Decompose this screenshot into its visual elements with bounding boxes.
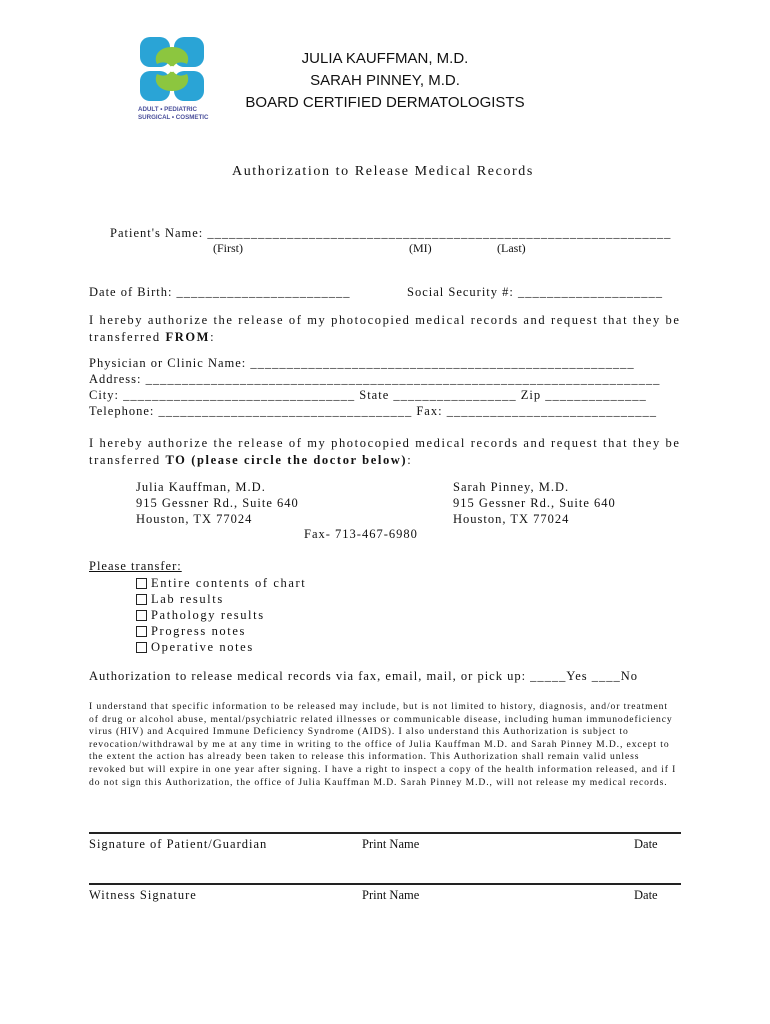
transfer-option-progress[interactable]: Progress notes <box>136 623 306 639</box>
checkbox[interactable] <box>136 578 147 589</box>
to-intro-line2: transferred TO (please circle the doctor below): <box>89 453 413 467</box>
checkbox[interactable] <box>136 610 147 621</box>
doctor2-city: Houston, TX 77024 <box>453 512 570 526</box>
first-name-caption: (First) <box>213 241 243 255</box>
city-state-zip-field[interactable]: City: ________________________________ State _________________ Zip ______________ <box>89 388 647 402</box>
mi-caption: (MI) <box>409 241 432 255</box>
office-fax: Fax- 713-467-6980 <box>304 527 418 541</box>
signature-line-1[interactable] <box>89 832 681 834</box>
transfer-option-lab[interactable]: Lab results <box>136 591 306 607</box>
transfer-options <box>136 575 306 655</box>
to-bold: TO (please circle the doctor below) <box>165 453 408 467</box>
date-label-1: Date <box>634 837 658 851</box>
logo-tagline-1: ADULT • PEDIATRIC <box>138 106 197 113</box>
checkbox[interactable] <box>136 626 147 637</box>
from-intro: I hereby authorize the release of my photocopied medical records and request that they be <box>89 313 681 327</box>
address-field[interactable]: Address: _______________________________________________________________________ <box>89 372 661 386</box>
doctor1-address: 915 Gessner Rd., Suite 640 <box>136 496 299 510</box>
practice-logo <box>128 34 218 126</box>
from-bold: FROM <box>165 330 211 344</box>
from-intro-line2: transferred FROM: <box>89 330 216 344</box>
transfer-option-chart[interactable]: Entire contents of chart <box>136 575 306 591</box>
transfer-option-operative[interactable]: Operative notes <box>136 639 306 655</box>
dob-field[interactable]: Date of Birth: ________________________ <box>89 285 351 299</box>
page-title: Authorization to Release Medical Records <box>232 164 534 179</box>
doctor2-address: 915 Gessner Rd., Suite 640 <box>453 496 616 510</box>
doctor2-name: Sarah Pinney, M.D. <box>453 480 570 494</box>
ssn-field[interactable]: Social Security #: ____________________ <box>407 285 663 299</box>
print-name-label-1: Print Name <box>362 837 420 851</box>
doctor-option-kauffman[interactable] <box>136 479 299 527</box>
header-board-certified: BOARD CERTIFIED DERMATOLOGISTS <box>245 94 525 111</box>
witness-signature-label: Witness Signature <box>89 888 197 902</box>
logo-tagline-2: SURGICAL • COSMETIC <box>138 114 209 121</box>
clover-logo-icon <box>137 34 207 104</box>
date-label-2: Date <box>634 888 658 902</box>
checkbox[interactable] <box>136 594 147 605</box>
patient-name-field[interactable]: Patient's Name: ________________________________________________________________ <box>110 226 672 240</box>
consent-paragraph: I understand that specific information to be released may include, but is not limited to history, diagnosis, and/or treatment of drug or alcohol abuse, mental/psychiatric related illnesses or communicable disease, including human immunodeficiency virus (HIV) and Acquired Immune Deficiency Syndrome (AIDS). I also understand this Authorization is subject to revocation/withdrawal by me at any time in writing to the office of Julia Kauffman M.D. and Sarah Pinney M.D., except to the extent the action has already been taken to release this information. This Authorization shall remain valid unless revoked but will expire in one year after signing. I have a right to inspect a copy of the health information released, and if I do not sign this Authorization, the office of Julia Kauffman M.D. Sarah Pinney M.D., will not release my medical records. <box>89 701 677 788</box>
checkbox[interactable] <box>136 642 147 653</box>
doctor1-name: Julia Kauffman, M.D. <box>136 480 266 494</box>
to-intro: I hereby authorize the release of my photocopied medical records and request that they be <box>89 436 681 450</box>
doctor1-city: Houston, TX 77024 <box>136 512 253 526</box>
last-name-caption: (Last) <box>497 241 526 255</box>
transfer-option-pathology[interactable]: Pathology results <box>136 607 306 623</box>
print-name-label-2: Print Name <box>362 888 420 902</box>
doctor-option-pinney[interactable] <box>453 479 616 527</box>
release-method-question[interactable]: Authorization to release medical records via fax, email, mail, or pick up: _____Yes ____No <box>89 669 639 683</box>
patient-signature-label: Signature of Patient/Guardian <box>89 837 268 851</box>
signature-line-2[interactable] <box>89 883 681 885</box>
header-doctor-1: JULIA KAUFFMAN, M.D. <box>301 50 469 67</box>
header-doctor-2: SARAH PINNEY, M.D. <box>310 72 460 89</box>
telephone-fax-field[interactable]: Telephone: ___________________________________ Fax: _____________________________ <box>89 404 657 418</box>
physician-field[interactable]: Physician or Clinic Name: _____________________________________________________ <box>89 356 635 370</box>
please-transfer-label: Please transfer: <box>89 559 182 573</box>
